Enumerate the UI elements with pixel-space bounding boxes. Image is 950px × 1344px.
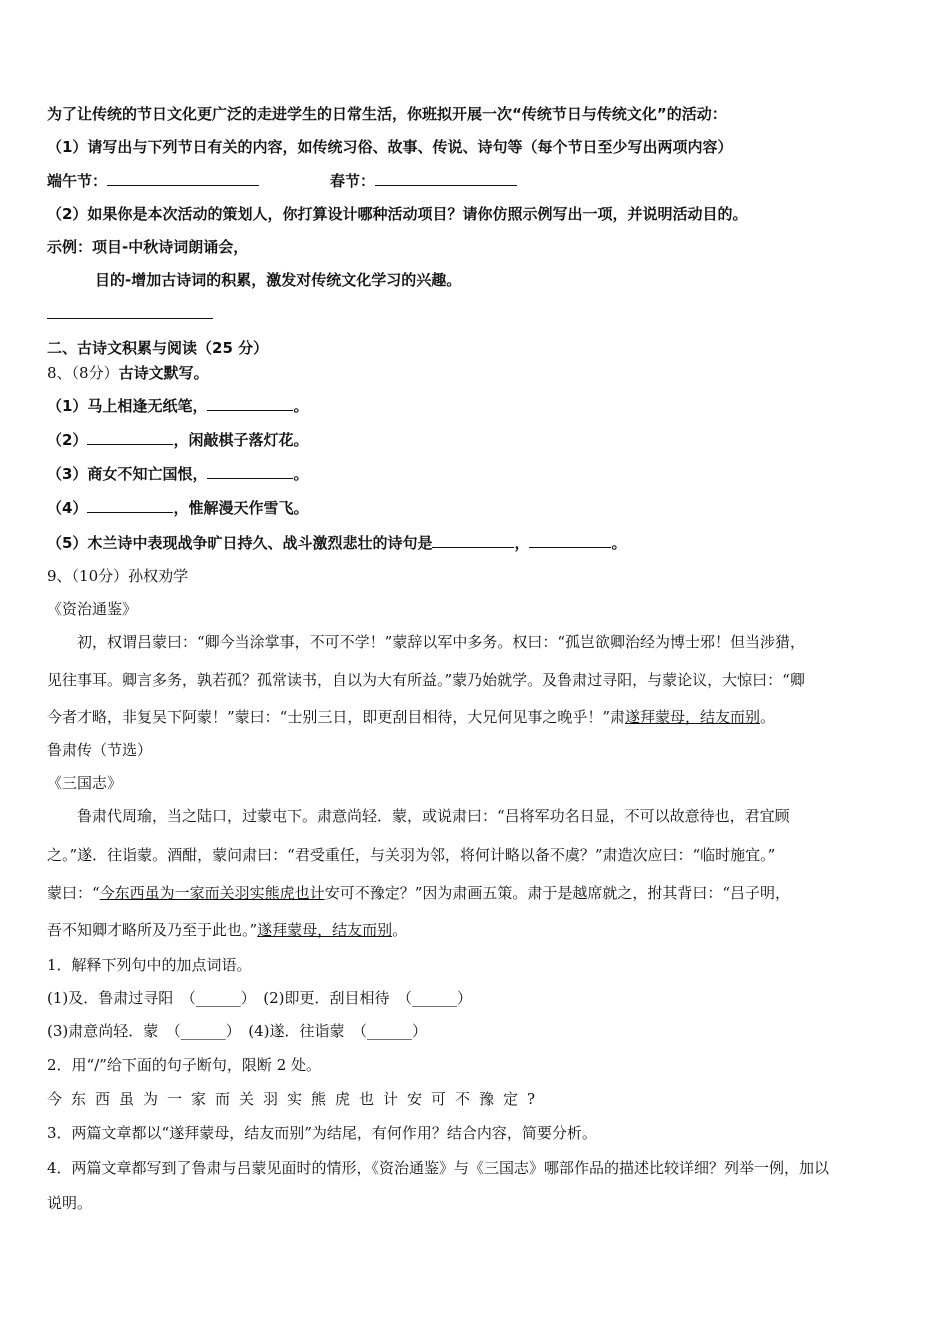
passage-2-line-2: 之。”遂．往诣蒙。酒酣，蒙问肃曰：“君受重任，与关羽为邻，将何计略以备不虞？”肃造次应曰：“临时施宜。” [47, 846, 776, 864]
passage-2-line-4-end: 。 [392, 921, 408, 939]
q8-item-5-end: 。 [611, 534, 627, 552]
q8-item-4-text: ，惟解漫天作雪飞。 [173, 499, 309, 517]
question-2: （2）如果你是本次活动的策划人，你打算设计哪种活动项目？请你仿照示例写出一项，并说明活动目的。 [47, 205, 748, 223]
spring-festival-row [330, 171, 517, 191]
passage-1-line-3-end: 。 [760, 708, 776, 726]
passage-2-line-3 [47, 883, 790, 903]
q8-item-3-end: 。 [293, 465, 309, 483]
passage-2-underlined-sentence: 今东西虽为一家而关羽实熊虎也计 [99, 884, 325, 902]
sub-question-4-line-2: 说明。 [47, 1194, 93, 1212]
question-8-header [47, 363, 209, 383]
sub-question-4-line-1: 4．两篇文章都写到了鲁肃与吕蒙见面时的情形，《资治通鉴》与《三国志》哪部作品的描述比较详细？列举一例，加以 [47, 1159, 830, 1177]
sub-question-2: 2．用“/”给下面的句子断句，限断 2 处。 [47, 1056, 322, 1074]
q8-item-3-blank[interactable] [207, 464, 293, 479]
dragon-boat-row [47, 171, 259, 191]
passage-2-line-1: 鲁肃代周瑜，当之陆口，过蒙屯下。肃意尚轻．蒙，或说肃曰：“吕将军功名日显，不可以故意待也，君宜顾 [77, 807, 790, 825]
sub-question-2-sentence: 今东西虽为一家而关羽实熊虎也计安可不豫定? [47, 1090, 545, 1108]
question-9-header: 9、（10分）孙权劝学 [47, 567, 189, 585]
q8-item-4 [47, 498, 308, 518]
dragon-boat-blank[interactable] [107, 171, 259, 186]
example-project: 示例：项目-中秋诗词朗诵会， [47, 238, 249, 256]
passage-2-underlined-ending: 遂拜蒙母，结友而别 [257, 921, 393, 939]
sub-question-3: 3．两篇文章都以“遂拜蒙母，结友而别”为结尾，有何作用？结合内容，简要分析。 [47, 1124, 597, 1142]
passage-1-line-2: 见往事耳。卿言多务，孰若孤？孤常读书，自以为大有所益。”蒙乃始就学。及鲁肃过寻阳，与蒙论议，大惊曰：“卿 [47, 671, 805, 689]
q8-item-3 [47, 464, 308, 484]
q8-item-5-blank-a[interactable] [432, 533, 514, 548]
spring-festival-label: 春节： [330, 172, 376, 190]
q8-item-2-text: ，闲敲棋子落灯花。 [173, 431, 309, 449]
sub-question-1-row-a: (1)及．鲁肃过寻阳 （______） (2)即更．刮目相待 （______） [47, 989, 472, 1007]
q8-item-1-blank[interactable] [207, 396, 293, 411]
q8-item-2-blank[interactable] [87, 430, 173, 445]
q8-item-4-blank[interactable] [87, 498, 173, 513]
section-2-title: 二、古诗文积累与阅读（25 分） [47, 339, 269, 357]
source-zizhitongjian: 《资治通鉴》 [47, 600, 138, 618]
q8-item-2 [47, 430, 308, 450]
q8-item-3-text: （3）商女不知亡国恨， [47, 465, 208, 483]
answer-line[interactable] [47, 318, 213, 319]
q8-item-4-num: （4） [47, 499, 88, 517]
q8-item-5-blank-b[interactable] [529, 533, 611, 548]
question-1: （1）请写出与下列节日有关的内容，如传统习俗、故事、传说、诗句等（每个节日至少写出两项内容） [47, 138, 733, 156]
source-sanguozhi: 《三国志》 [47, 774, 123, 792]
passage-2-line-4 [47, 920, 407, 940]
passage-1-line-1: 初，权谓吕蒙曰：“卿今当涂掌事，不可不学！”蒙辞以军中多务。权曰：“孤岂欲卿治经为博士邪！但当涉猎， [77, 633, 806, 651]
passage-2-line-4-text: 吾不知卿才略所及乃至于此也。” [47, 921, 258, 939]
q8-item-1-end: 。 [293, 397, 309, 415]
passage-2-title: 鲁肃传（节选） [47, 741, 153, 759]
q8-item-1-text: （1）马上相逢无纸笔， [47, 397, 208, 415]
q8-item-1 [47, 396, 308, 416]
passage-1-line-3-text: 今者才略，非复吴下阿蒙！”蒙曰：“士别三日，即更刮目相待，大兄何见事之晚乎！”肃 [47, 708, 626, 726]
q8-item-5-text: （5）木兰诗中表现战争旷日持久、战斗激烈悲壮的诗句是 [47, 534, 433, 552]
passage-2-line-3-text-b: 安可不豫定？”因为肃画五策。肃于是越席就之，拊其背曰：“吕子明， [324, 884, 791, 902]
example-purpose: 目的-增加古诗词的积累，激发对传统文化学习的兴趣。 [95, 271, 462, 289]
passage-2-line-3-text-a: 蒙曰：“ [47, 884, 100, 902]
spring-festival-blank[interactable] [375, 171, 517, 186]
sub-question-1-row-b: (3)肃意尚轻．蒙 （______） (4)遂．往诣蒙 （______） [47, 1022, 427, 1040]
question-8-title: 古诗文默写。 [118, 364, 209, 382]
passage-1-underlined: 遂拜蒙母，结友而别 [625, 708, 761, 726]
q8-item-2-num: （2） [47, 431, 88, 449]
passage-1-line-3 [47, 707, 775, 727]
sub-question-1: 1．解释下列句中的加点词语。 [47, 956, 252, 974]
q8-item-5 [47, 533, 626, 553]
intro-text: 为了让传统的节日文化更广泛的走进学生的日常生活，你班拟开展一次“传统节日与传统文化”的活动： [47, 105, 727, 123]
question-8-number: 8、（8分） [47, 364, 119, 382]
dragon-boat-label: 端午节： [47, 172, 108, 190]
q8-item-5-comma: ， [514, 534, 530, 552]
